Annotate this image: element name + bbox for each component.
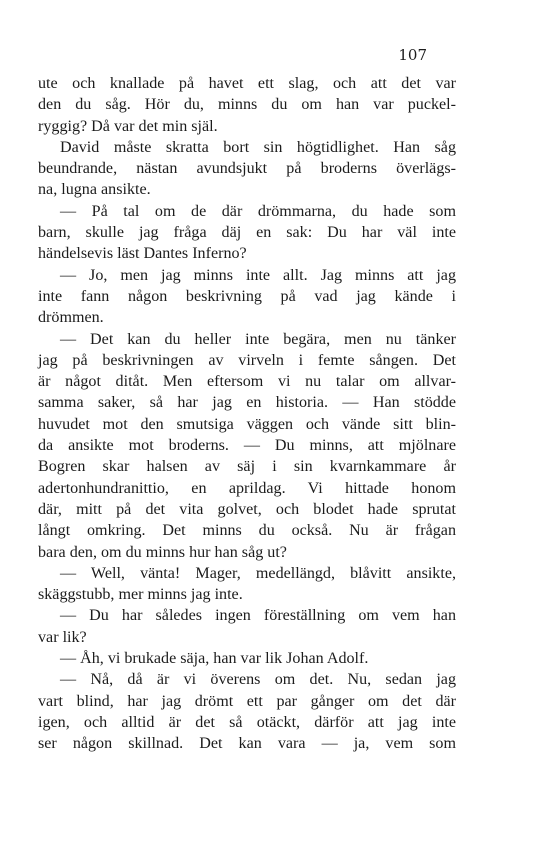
text-line: adertonhundranittio, en aprildag. Vi hittade honom [38, 479, 456, 497]
text-line: skäggstubb, mer minns jag inte. [38, 586, 243, 604]
text-line: var lik? [38, 628, 87, 646]
text-line: ser någon skillnad. Det kan vara — ja, vem som [38, 735, 456, 753]
text-line: händelsevis läst Dantes Inferno? [38, 245, 247, 263]
text-line: vart blind, har jag drömt ett par gånger om det där [38, 692, 456, 710]
text-line: igen, och alltid är det så otäckt, därför att jag inte [38, 713, 456, 731]
text-line: beundrande, nästan avundsjukt på broderns överlägs- [38, 160, 456, 178]
text-line: där, mitt på det vita golvet, och blodet hade sprutat [38, 500, 456, 518]
text-line: Bogren skar halsen av säj i sin kvarnkammare år [38, 458, 456, 476]
text-line: — Jo, men jag minns inte allt. Jag minns att jag [60, 266, 456, 284]
page-number: 107 [398, 46, 427, 64]
body-text [38, 73, 456, 755]
text-line: — Du har således ingen föreställning om vem han [60, 607, 456, 625]
text-line: — Det kan du heller inte begära, men nu tänker [60, 330, 456, 348]
text-line: David måste skratta bort sin högtidlighet. Han såg [60, 138, 456, 156]
text-line: är något ditåt. Men eftersom vi nu talar om allvar- [38, 373, 456, 391]
text-line: långt omkring. Det minns du också. Nu är frågan [38, 522, 456, 540]
text-line: drömmen. [38, 309, 104, 327]
text-line: — Nå, då är vi överens om det. Nu, sedan jag [60, 671, 456, 689]
text-line: huvudet mot den smutsiga väggen och vände sitt blin- [38, 415, 456, 433]
text-line: — Well, vänta! Mager, medellängd, blåvitt ansikte, [60, 564, 456, 582]
text-line: barn, skulle jag fråga däj en sak: Du har väl inte [38, 224, 456, 242]
text-line: na, lugna ansikte. [38, 181, 151, 199]
text-line: samma saker, så har jag en historia. — Han stödde [38, 394, 456, 412]
text-line: ryggig? Då var det min själ. [38, 117, 218, 135]
text-line: — På tal om de där drömmarna, du hade som [60, 202, 456, 220]
text-line: da ansikte mot broderns. — Du minns, att mjölnare [38, 437, 456, 455]
text-line: inte fann någon beskrivning på vad jag kände i [38, 287, 456, 305]
text-line: bara den, om du minns hur han såg ut? [38, 543, 287, 561]
text-line: — Åh, vi brukade säja, han var lik Johan Adolf. [60, 650, 369, 668]
text-line: ute och knallade på havet ett slag, och att det var [38, 75, 456, 92]
text-line: jag på beskrivningen av virveln i femte sången. Det [38, 351, 456, 369]
text-line: den du såg. Hör du, minns du om han var puckel- [38, 96, 456, 114]
